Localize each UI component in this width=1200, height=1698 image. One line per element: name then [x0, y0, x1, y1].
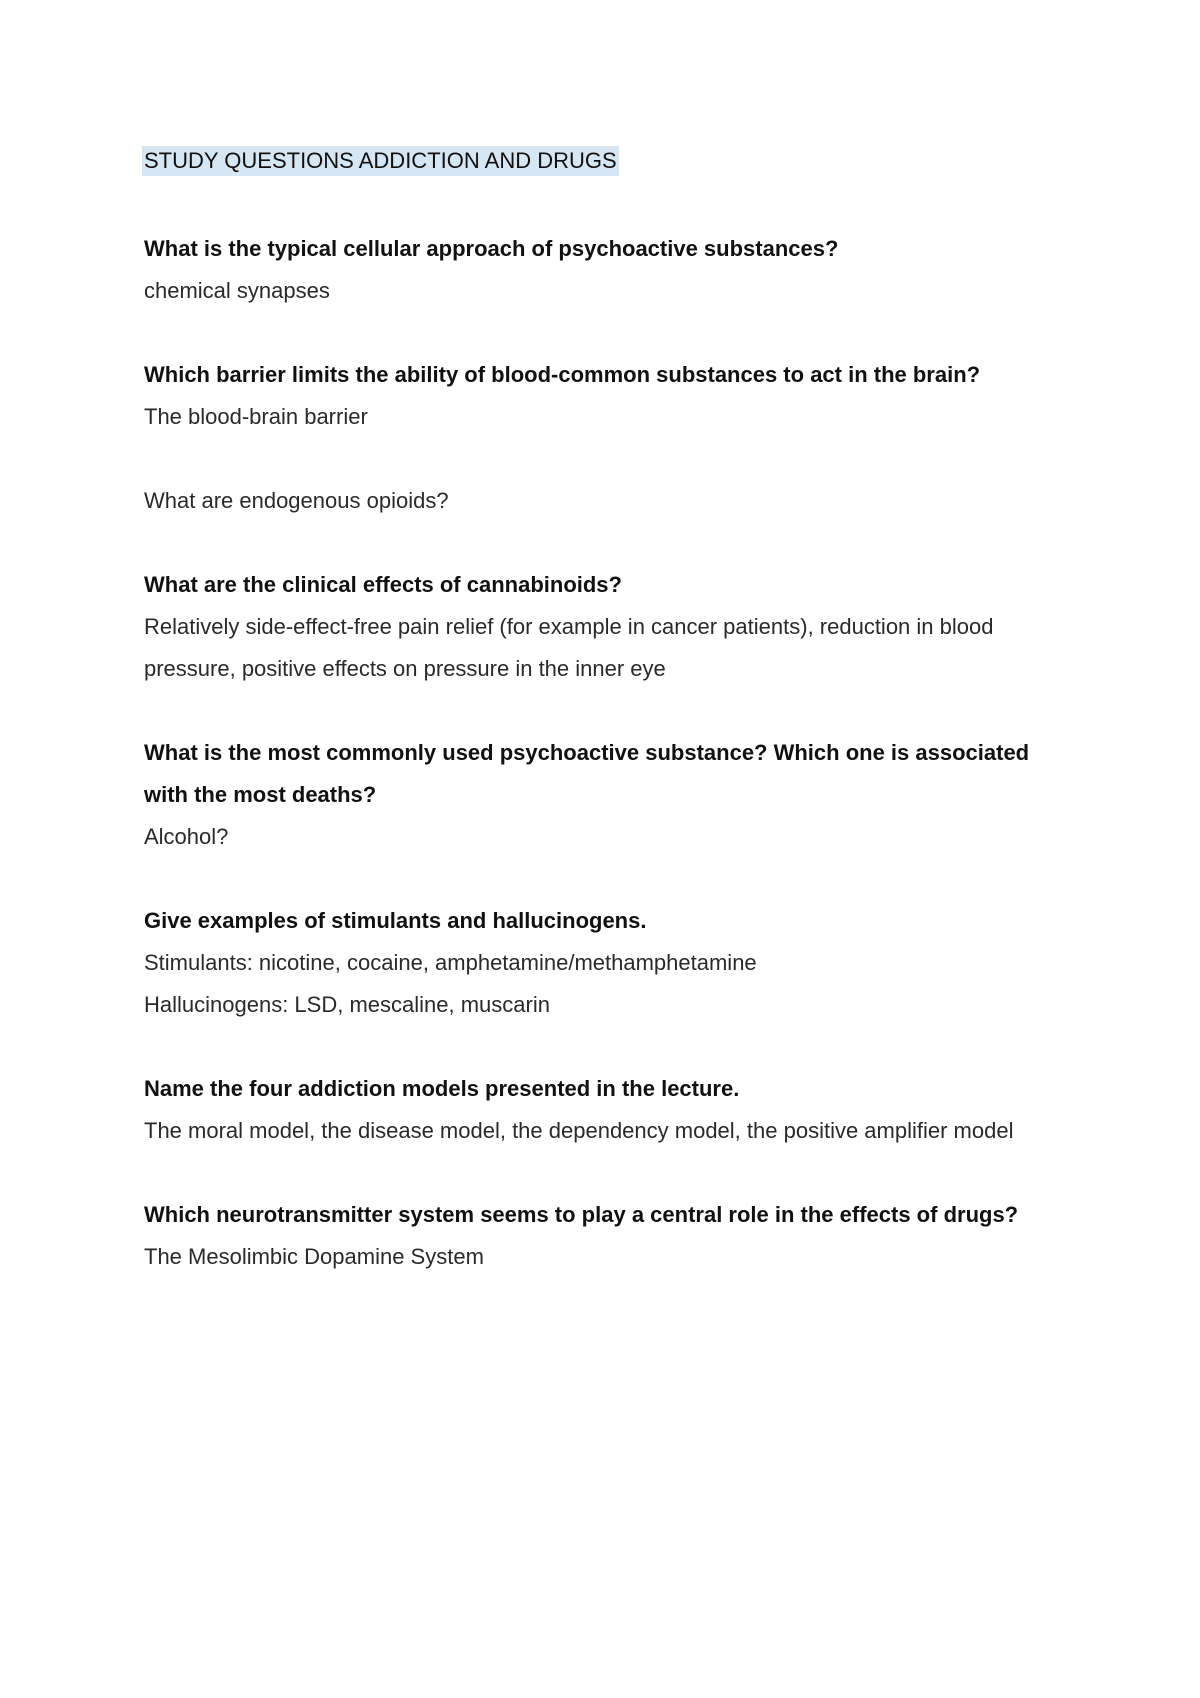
answer-text: Stimulants: nicotine, cocaine, amphetamine/methamphetamine	[144, 950, 757, 975]
qa-item-4	[144, 564, 1050, 690]
qa-item-7	[144, 1068, 1050, 1152]
qa-item-1	[144, 228, 1050, 312]
answer-text: Hallucinogens: LSD, mescaline, muscarin	[144, 992, 550, 1017]
qa-item-2	[144, 354, 1050, 438]
question-text: What is the typical cellular approach of psychoactive substances?	[144, 236, 839, 261]
question-text: Which barrier limits the ability of blood-common substances to act in the brain?	[144, 362, 981, 387]
question-text: What is the most commonly used psychoactive substance? Which one is associated with the most deaths?	[144, 740, 1030, 807]
answer-text: The moral model, the disease model, the dependency model, the positive amplifier model	[144, 1118, 1014, 1143]
question-text: Name the four addiction models presented in the lecture.	[144, 1076, 740, 1101]
document-title: STUDY QUESTIONS ADDICTION AND DRUGS	[142, 146, 619, 176]
answer-text: The blood-brain barrier	[144, 404, 368, 429]
answer-text: The Mesolimbic Dopamine System	[144, 1244, 484, 1269]
answer-text: Alcohol?	[144, 824, 229, 849]
qa-item-6	[144, 900, 1050, 1026]
qa-item-5	[144, 732, 1050, 858]
qa-item-8	[144, 1194, 1050, 1278]
question-text: What are the clinical effects of cannabinoids?	[144, 572, 622, 597]
question-text: Give examples of stimulants and hallucinogens.	[144, 908, 647, 933]
answer-text: Relatively side-effect-free pain relief (for example in cancer patients), reduction in blood pressure, positive effects on pressure in the inner eye	[144, 614, 994, 681]
qa-item-3	[144, 480, 1050, 522]
answer-text: chemical synapses	[144, 278, 330, 303]
question-text: What are endogenous opioids?	[144, 488, 449, 513]
question-text: Which neurotransmitter system seems to play a central role in the effects of drugs?	[144, 1202, 1019, 1227]
